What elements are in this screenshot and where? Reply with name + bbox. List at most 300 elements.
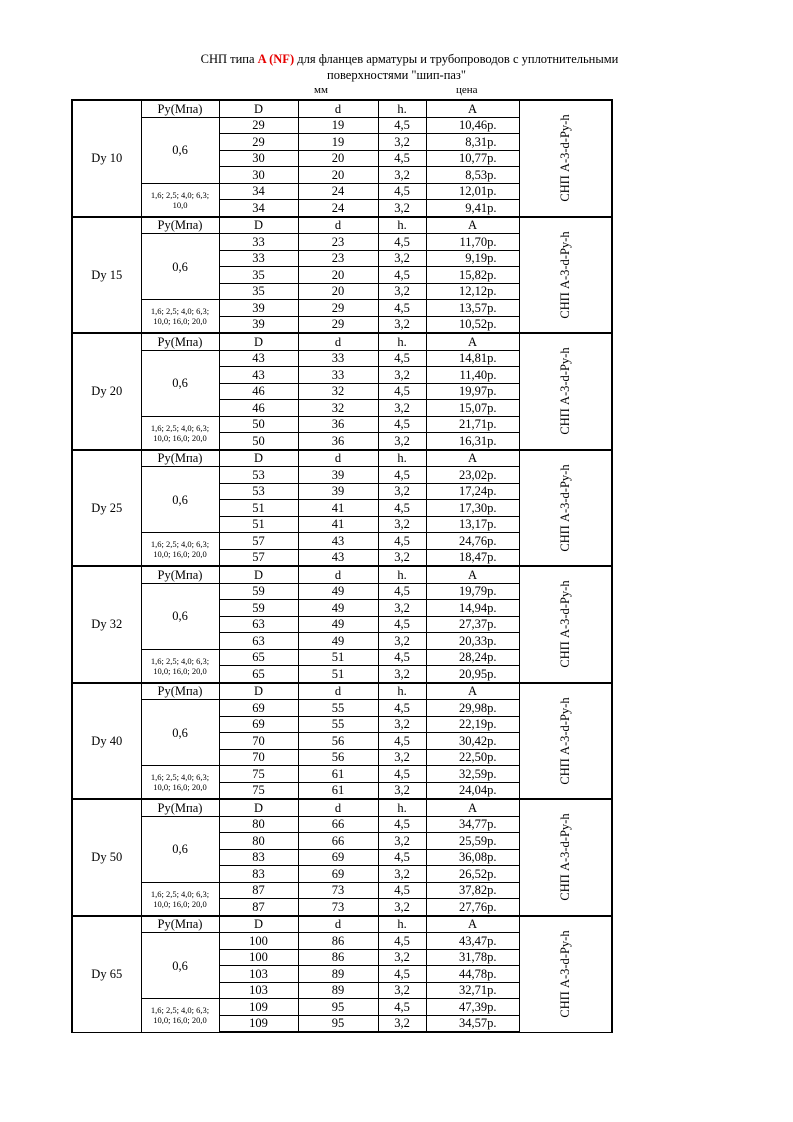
price-cell: 22,50р. [426, 749, 519, 766]
outer-diameter-cell: 43 [219, 367, 298, 384]
outer-diameter-cell: 57 [219, 533, 298, 550]
price-cell: 14,94р. [426, 600, 519, 617]
designation-cell [519, 683, 612, 800]
column-header-D: D [219, 333, 298, 350]
column-header-D: D [219, 217, 298, 234]
price-cell: 26,52р. [426, 866, 519, 883]
designation-label: СНП А-3-d-Py-h [558, 347, 573, 435]
pressure-high-line-1: 1,6; 2,5; 4,0; 6,3; [150, 888, 210, 899]
pressure-low-cell: 0,6 [141, 816, 219, 882]
thickness-cell: 3,2 [378, 1015, 426, 1032]
thickness-cell: 3,2 [378, 433, 426, 450]
designation-cell [519, 916, 612, 1033]
thickness-cell: 4,5 [378, 733, 426, 750]
inner-diameter-cell: 49 [298, 583, 378, 600]
inner-diameter-cell: 89 [298, 982, 378, 999]
outer-diameter-cell: 33 [219, 250, 298, 267]
thickness-cell: 3,2 [378, 167, 426, 184]
column-header-h: h. [378, 333, 426, 350]
outer-diameter-cell: 80 [219, 833, 298, 850]
pressure-high-line-1: 1,6; 2,5; 4,0; 6,3; [150, 306, 210, 316]
price-cell: 21,71р. [426, 416, 519, 433]
price-cell: 10,46р. [426, 117, 519, 134]
inner-diameter-cell: 56 [298, 749, 378, 766]
column-header-price: A [426, 916, 519, 933]
outer-diameter-cell: 100 [219, 949, 298, 966]
thickness-cell: 4,5 [378, 183, 426, 200]
dy-size-cell: Dy 10 [72, 100, 141, 217]
inner-diameter-cell: 69 [298, 866, 378, 883]
thickness-cell: 4,5 [378, 150, 426, 167]
thickness-cell: 4,5 [378, 267, 426, 284]
thickness-cell: 4,5 [378, 966, 426, 983]
price-cell: 19,79р. [426, 583, 519, 600]
outer-diameter-cell: 65 [219, 649, 298, 666]
inner-diameter-cell: 55 [298, 716, 378, 733]
thickness-cell: 3,2 [378, 600, 426, 617]
thickness-cell: 4,5 [378, 500, 426, 517]
price-cell: 17,24р. [426, 483, 519, 500]
thickness-cell: 3,2 [378, 200, 426, 217]
pressure-high-line-1: 1,6; 2,5; 4,0; 6,3; [150, 772, 210, 782]
dy-size-cell: Dy 65 [72, 916, 141, 1033]
column-header-py: Py(Мпа) [141, 333, 219, 350]
outer-diameter-cell: 46 [219, 400, 298, 417]
inner-diameter-cell: 69 [298, 849, 378, 866]
outer-diameter-cell: 103 [219, 982, 298, 999]
column-header-h: h. [378, 100, 426, 117]
inner-diameter-cell: 49 [298, 633, 378, 650]
pressure-high-line-1: 1,6; 2,5; 4,0; 6,3; [150, 422, 210, 433]
column-header-d: d [298, 799, 378, 816]
price-cell: 25,59р. [426, 833, 519, 850]
inner-diameter-cell: 20 [298, 267, 378, 284]
price-cell: 13,17р. [426, 516, 519, 533]
outer-diameter-cell: 83 [219, 866, 298, 883]
column-header-py: Py(Мпа) [141, 566, 219, 583]
inner-diameter-cell: 20 [298, 150, 378, 167]
price-cell: 43,47р. [426, 933, 519, 950]
inner-diameter-cell: 66 [298, 816, 378, 833]
pressure-low-cell: 0,6 [141, 583, 219, 649]
inner-diameter-cell: 24 [298, 183, 378, 200]
outer-diameter-cell: 30 [219, 150, 298, 167]
price-cell: 15,07р. [426, 400, 519, 417]
thickness-cell: 4,5 [378, 999, 426, 1016]
outer-diameter-cell: 75 [219, 766, 298, 783]
column-header-D: D [219, 683, 298, 700]
dy-size-cell: Dy 15 [72, 217, 141, 334]
price-cell: 17,30р. [426, 500, 519, 517]
thickness-cell: 3,2 [378, 899, 426, 916]
pressure-high-cell [141, 766, 219, 800]
outer-diameter-cell: 70 [219, 733, 298, 750]
price-cell: 37,82р. [426, 882, 519, 899]
thickness-cell: 3,2 [378, 250, 426, 267]
column-header-price: A [426, 799, 519, 816]
thickness-cell: 3,2 [378, 949, 426, 966]
inner-diameter-cell: 29 [298, 316, 378, 333]
column-header-price: A [426, 683, 519, 700]
outer-diameter-cell: 39 [219, 300, 298, 317]
column-header-d: d [298, 916, 378, 933]
inner-diameter-cell: 55 [298, 700, 378, 717]
thickness-cell: 4,5 [378, 350, 426, 367]
column-header-D: D [219, 916, 298, 933]
price-cell: 19,97р. [426, 383, 519, 400]
designation-label: СНП А-3-d-Py-h [558, 580, 573, 668]
pressure-high-cell [141, 533, 219, 567]
inner-diameter-cell: 49 [298, 616, 378, 633]
inner-diameter-cell: 20 [298, 167, 378, 184]
price-cell: 24,04р. [426, 782, 519, 799]
inner-diameter-cell: 43 [298, 549, 378, 566]
pressure-high-line-2: 10,0 [172, 199, 188, 210]
inner-diameter-cell: 41 [298, 516, 378, 533]
dy-size-cell: Dy 50 [72, 799, 141, 916]
outer-diameter-cell: 63 [219, 616, 298, 633]
price-cell: 23,02р. [426, 467, 519, 484]
thickness-cell: 4,5 [378, 816, 426, 833]
column-header-price: A [426, 333, 519, 350]
thickness-cell: 4,5 [378, 933, 426, 950]
column-header-py: Py(Мпа) [141, 450, 219, 467]
title-prefix: СНП типа [200, 52, 258, 66]
outer-diameter-cell: 87 [219, 882, 298, 899]
group-header-row [72, 916, 612, 933]
designation-cell [519, 450, 612, 567]
thickness-cell: 3,2 [378, 749, 426, 766]
thickness-cell: 4,5 [378, 416, 426, 433]
inner-diameter-cell: 51 [298, 666, 378, 683]
pressure-high-line-1: 1,6; 2,5; 4,0; 6,3; [150, 1005, 210, 1016]
unit-price-label: цена [456, 84, 478, 96]
price-cell: 10,52р. [426, 316, 519, 333]
price-cell: 12,12р. [426, 283, 519, 300]
price-cell: 34,77р. [426, 816, 519, 833]
inner-diameter-cell: 33 [298, 350, 378, 367]
designation-cell [519, 333, 612, 450]
column-header-d: d [298, 100, 378, 117]
price-cell: 12,01р. [426, 183, 519, 200]
pressure-high-line-2: 10,0; 16,0; 20,0 [153, 782, 207, 792]
inner-diameter-cell: 51 [298, 649, 378, 666]
thickness-cell: 3,2 [378, 483, 426, 500]
gasket-price-table [71, 99, 613, 1033]
outer-diameter-cell: 34 [219, 183, 298, 200]
designation-cell [519, 217, 612, 334]
column-header-py: Py(Мпа) [141, 217, 219, 234]
inner-diameter-cell: 36 [298, 433, 378, 450]
inner-diameter-cell: 89 [298, 966, 378, 983]
thickness-cell: 3,2 [378, 833, 426, 850]
designation-label: СНП А-3-d-Py-h [558, 464, 573, 552]
pressure-high-line-2: 10,0; 16,0; 20,0 [153, 898, 207, 909]
group-header-row [72, 217, 612, 234]
price-cell: 27,37р. [426, 616, 519, 633]
title-type-highlight: A (NF) [257, 52, 295, 66]
inner-diameter-cell: 61 [298, 782, 378, 799]
thickness-cell: 3,2 [378, 516, 426, 533]
inner-diameter-cell: 19 [298, 134, 378, 151]
title-suffix: для фланцев арматуры и трубопроводов с уплотнительными [294, 52, 619, 66]
pressure-high-line-2: 10,0; 16,0; 20,0 [153, 316, 207, 326]
thickness-cell: 4,5 [378, 649, 426, 666]
column-header-h: h. [378, 566, 426, 583]
inner-diameter-cell: 39 [298, 483, 378, 500]
column-header-d: d [298, 333, 378, 350]
price-cell: 20,95р. [426, 666, 519, 683]
column-header-h: h. [378, 799, 426, 816]
dy-size-cell: Dy 40 [72, 683, 141, 800]
outer-diameter-cell: 51 [219, 500, 298, 517]
price-cell: 36,08р. [426, 849, 519, 866]
outer-diameter-cell: 50 [219, 433, 298, 450]
column-header-D: D [219, 566, 298, 583]
pressure-low-cell: 0,6 [141, 700, 219, 766]
column-header-d: d [298, 217, 378, 234]
outer-diameter-cell: 80 [219, 816, 298, 833]
outer-diameter-cell: 29 [219, 117, 298, 134]
pressure-high-line-1: 1,6; 2,5; 4,0; 6,3; [150, 539, 210, 549]
thickness-cell: 4,5 [378, 849, 426, 866]
outer-diameter-cell: 46 [219, 383, 298, 400]
group-header-row [72, 333, 612, 350]
column-header-price: A [426, 450, 519, 467]
outer-diameter-cell: 35 [219, 283, 298, 300]
pressure-high-cell [141, 649, 219, 683]
price-cell: 32,59р. [426, 766, 519, 783]
thickness-cell: 4,5 [378, 533, 426, 550]
column-header-h: h. [378, 683, 426, 700]
price-cell: 18,47р. [426, 549, 519, 566]
inner-diameter-cell: 41 [298, 500, 378, 517]
price-cell: 13,57р. [426, 300, 519, 317]
column-header-price: A [426, 100, 519, 117]
pressure-low-cell: 0,6 [141, 234, 219, 300]
outer-diameter-cell: 43 [219, 350, 298, 367]
thickness-cell: 4,5 [378, 383, 426, 400]
outer-diameter-cell: 39 [219, 316, 298, 333]
price-cell: 22,19р. [426, 716, 519, 733]
column-header-price: A [426, 217, 519, 234]
pressure-high-cell [141, 882, 219, 916]
thickness-cell: 4,5 [378, 117, 426, 134]
price-cell: 28,24р. [426, 649, 519, 666]
column-header-D: D [219, 799, 298, 816]
inner-diameter-cell: 29 [298, 300, 378, 317]
column-header-d: d [298, 450, 378, 467]
outer-diameter-cell: 63 [219, 633, 298, 650]
inner-diameter-cell: 23 [298, 250, 378, 267]
thickness-cell: 4,5 [378, 234, 426, 251]
pressure-high-cell [141, 416, 219, 450]
column-header-py: Py(Мпа) [141, 100, 219, 117]
group-header-row [72, 100, 612, 117]
price-cell: 9,19р. [426, 250, 519, 267]
group-header-row [72, 683, 612, 700]
inner-diameter-cell: 20 [298, 283, 378, 300]
inner-diameter-cell: 19 [298, 117, 378, 134]
group-header-row [72, 566, 612, 583]
column-header-h: h. [378, 450, 426, 467]
price-cell: 15,82р. [426, 267, 519, 284]
inner-diameter-cell: 33 [298, 367, 378, 384]
price-cell: 11,70р. [426, 234, 519, 251]
price-cell: 29,98р. [426, 700, 519, 717]
outer-diameter-cell: 75 [219, 782, 298, 799]
price-cell: 34,57р. [426, 1015, 519, 1032]
outer-diameter-cell: 87 [219, 899, 298, 916]
thickness-cell: 4,5 [378, 616, 426, 633]
inner-diameter-cell: 43 [298, 533, 378, 550]
price-cell: 32,71р. [426, 982, 519, 999]
outer-diameter-cell: 53 [219, 467, 298, 484]
pressure-high-line-2: 10,0; 16,0; 20,0 [153, 665, 207, 676]
outer-diameter-cell: 35 [219, 267, 298, 284]
price-cell: 47,39р. [426, 999, 519, 1016]
pressure-low-cell: 0,6 [141, 117, 219, 183]
price-cell: 31,78р. [426, 949, 519, 966]
inner-diameter-cell: 86 [298, 949, 378, 966]
inner-diameter-cell: 32 [298, 383, 378, 400]
outer-diameter-cell: 51 [219, 516, 298, 533]
inner-diameter-cell: 49 [298, 600, 378, 617]
column-header-py: Py(Мпа) [141, 916, 219, 933]
price-cell: 20,33р. [426, 633, 519, 650]
column-header-h: h. [378, 916, 426, 933]
inner-diameter-cell: 23 [298, 234, 378, 251]
inner-diameter-cell: 39 [298, 467, 378, 484]
designation-label: СНП А-3-d-Py-h [558, 114, 573, 202]
outer-diameter-cell: 34 [219, 200, 298, 217]
inner-diameter-cell: 61 [298, 766, 378, 783]
outer-diameter-cell: 57 [219, 549, 298, 566]
pressure-high-cell [141, 300, 219, 334]
thickness-cell: 3,2 [378, 134, 426, 151]
thickness-cell: 3,2 [378, 367, 426, 384]
thickness-cell: 3,2 [378, 283, 426, 300]
price-cell: 10,77р. [426, 150, 519, 167]
price-cell: 8,53р. [426, 167, 519, 184]
column-header-D: D [219, 100, 298, 117]
designation-cell [519, 100, 612, 217]
designation-label: СНП А-3-d-Py-h [558, 813, 573, 901]
dy-size-cell: Dy 32 [72, 566, 141, 683]
inner-diameter-cell: 95 [298, 999, 378, 1016]
outer-diameter-cell: 30 [219, 167, 298, 184]
price-cell: 44,78р. [426, 966, 519, 983]
pressure-high-line-2: 10,0; 16,0; 20,0 [153, 1015, 207, 1026]
designation-label: СНП А-3-d-Py-h [558, 231, 573, 319]
outer-diameter-cell: 100 [219, 933, 298, 950]
inner-diameter-cell: 36 [298, 416, 378, 433]
outer-diameter-cell: 109 [219, 999, 298, 1016]
thickness-cell: 4,5 [378, 583, 426, 600]
price-cell: 16,31р. [426, 433, 519, 450]
inner-diameter-cell: 66 [298, 833, 378, 850]
unit-mm-label: мм [314, 84, 328, 96]
price-cell: 11,40р. [426, 367, 519, 384]
pressure-low-cell: 0,6 [141, 350, 219, 416]
outer-diameter-cell: 59 [219, 600, 298, 617]
outer-diameter-cell: 69 [219, 716, 298, 733]
outer-diameter-cell: 33 [219, 234, 298, 251]
thickness-cell: 3,2 [378, 633, 426, 650]
outer-diameter-cell: 70 [219, 749, 298, 766]
thickness-cell: 3,2 [378, 866, 426, 883]
thickness-cell: 3,2 [378, 716, 426, 733]
price-cell: 30,42р. [426, 733, 519, 750]
designation-cell [519, 799, 612, 916]
thickness-cell: 3,2 [378, 400, 426, 417]
inner-diameter-cell: 86 [298, 933, 378, 950]
pressure-high-cell [141, 183, 219, 217]
pressure-high-line-1: 1,6; 2,5; 4,0; 6,3; [150, 655, 210, 666]
outer-diameter-cell: 103 [219, 966, 298, 983]
price-cell: 27,76р. [426, 899, 519, 916]
inner-diameter-cell: 56 [298, 733, 378, 750]
thickness-cell: 4,5 [378, 766, 426, 783]
thickness-cell: 4,5 [378, 467, 426, 484]
dy-size-cell: Dy 25 [72, 450, 141, 567]
outer-diameter-cell: 83 [219, 849, 298, 866]
price-cell: 9,41р. [426, 200, 519, 217]
outer-diameter-cell: 29 [219, 134, 298, 151]
outer-diameter-cell: 53 [219, 483, 298, 500]
pressure-high-line-1: 1,6; 2,5; 4,0; 6,3; [150, 189, 210, 200]
column-header-d: d [298, 566, 378, 583]
pressure-high-line-2: 10,0; 16,0; 20,0 [153, 432, 207, 443]
column-header-d: d [298, 683, 378, 700]
inner-diameter-cell: 95 [298, 1015, 378, 1032]
price-cell: 24,76р. [426, 533, 519, 550]
thickness-cell: 3,2 [378, 666, 426, 683]
inner-diameter-cell: 24 [298, 200, 378, 217]
column-header-D: D [219, 450, 298, 467]
group-header-row [72, 450, 612, 467]
inner-diameter-cell: 73 [298, 899, 378, 916]
document-subtitle: поверхностями "шип-паз" [327, 68, 466, 82]
thickness-cell: 3,2 [378, 316, 426, 333]
price-cell: 8,31р. [426, 134, 519, 151]
price-cell: 14,81р. [426, 350, 519, 367]
thickness-cell: 4,5 [378, 882, 426, 899]
pressure-high-cell [141, 999, 219, 1033]
thickness-cell: 3,2 [378, 549, 426, 566]
designation-cell [519, 566, 612, 683]
group-header-row [72, 799, 612, 816]
inner-diameter-cell: 32 [298, 400, 378, 417]
inner-diameter-cell: 73 [298, 882, 378, 899]
thickness-cell: 3,2 [378, 782, 426, 799]
column-header-py: Py(Мпа) [141, 799, 219, 816]
outer-diameter-cell: 59 [219, 583, 298, 600]
outer-diameter-cell: 65 [219, 666, 298, 683]
column-header-py: Py(Мпа) [141, 683, 219, 700]
pressure-low-cell: 0,6 [141, 933, 219, 999]
pressure-high-line-2: 10,0; 16,0; 20,0 [153, 549, 207, 559]
outer-diameter-cell: 69 [219, 700, 298, 717]
outer-diameter-cell: 50 [219, 416, 298, 433]
thickness-cell: 4,5 [378, 700, 426, 717]
dy-size-cell: Dy 20 [72, 333, 141, 450]
pressure-low-cell: 0,6 [141, 467, 219, 533]
thickness-cell: 3,2 [378, 982, 426, 999]
thickness-cell: 4,5 [378, 300, 426, 317]
document-title [0, 51, 793, 67]
designation-label: СНП А-3-d-Py-h [558, 930, 573, 1018]
